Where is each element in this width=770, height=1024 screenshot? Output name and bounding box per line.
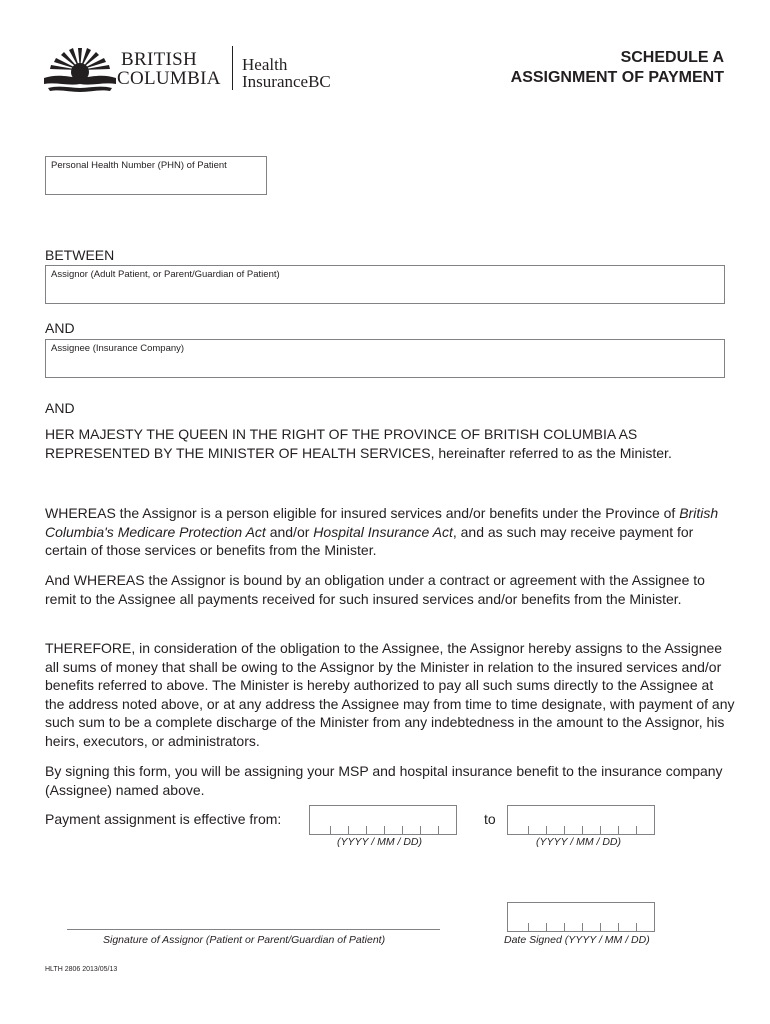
signing-notice-paragraph: By signing this form, you will be assigning your MSP and hospital insurance benefit to the insurance company (Assignee) named above. — [45, 763, 723, 798]
therefore-paragraph: THEREFORE, in consideration of the obligation to the Assignee, the Assignor hereby assigns to the Assignee all sums of money that shall be owing to the Assignor by the Minister in relation to the insured services and/or benefits referred to above. The Minister is hereby authorized to pay all such sums directly to the Assignee at the address noted above, or at any address the Assignee may from time to time designate, with payment of any such sum to be a complete discharge of the Minister from any indebtedness in the amount to the Assignor, his heirs, executors, or administrators. — [45, 640, 735, 749]
minister-party — [45, 425, 735, 462]
title-line-1: SCHEDULE A — [620, 49, 724, 66]
brand-health: Health — [242, 55, 288, 74]
whereas-paragraph-2: And WHEREAS the Assignor is bound by an obligation under a contract or agreement with the Assignee to remit to the Assignee all payments received for such insured services and/or benefits from the Minister. — [45, 572, 705, 607]
effective-to-label: to — [484, 811, 496, 827]
page-title — [511, 48, 724, 88]
effective-from-caption: (YYYY / MM / DD) — [337, 836, 422, 848]
phn-label: Personal Health Number (PHN) of Patient — [51, 160, 227, 171]
date-signed-caption: Date Signed (YYYY / MM / DD) — [504, 934, 650, 946]
signature-caption: Signature of Assignor (Patient or Parent/Guardian of Patient) — [103, 934, 386, 946]
and-heading-2: AND — [45, 400, 75, 416]
effective-from-date-field[interactable] — [309, 805, 457, 835]
brand-insurancebc: InsuranceBC — [242, 72, 331, 91]
rising-sun-icon — [42, 42, 118, 96]
effective-to-caption: (YYYY / MM / DD) — [536, 836, 621, 848]
phn-field[interactable] — [45, 156, 267, 195]
form-id: HLTH 2806 2013/05/13 — [45, 966, 118, 973]
assignee-field[interactable] — [45, 339, 725, 378]
assignor-field[interactable] — [45, 265, 725, 304]
signature-line[interactable] — [67, 929, 440, 930]
logo-text-columbia: COLUMBIA — [117, 68, 221, 89]
between-heading: BETWEEN — [45, 247, 115, 263]
assignor-label: Assignor (Adult Patient, or Parent/Guardian of Patient) — [51, 269, 280, 280]
effective-to-date-field[interactable] — [507, 805, 655, 835]
assignee-label: Assignee (Insurance Company) — [51, 343, 185, 354]
title-line-2: ASSIGNMENT OF PAYMENT — [510, 69, 724, 86]
and-heading-1: AND — [45, 320, 75, 336]
date-signed-field[interactable] — [507, 902, 655, 932]
logo-text-british: BRITISH — [121, 49, 197, 70]
minister-party-line-2: REPRESENTED BY THE MINISTER OF HEALTH SERVICES, hereinafter referred to as the Minister. — [45, 444, 672, 461]
logo-divider — [232, 46, 233, 90]
minister-party-line-1: HER MAJESTY THE QUEEN IN THE RIGHT OF THE PROVINCE OF BRITISH COLUMBIA AS — [45, 426, 638, 442]
effective-from-label: Payment assignment is effective from: — [45, 811, 282, 827]
whereas-paragraph-1: WHEREAS the Assignor is a person eligible for insured services and/or benefits under the Province of British Columbia's Medicare Protection Act and/or Hospital Insurance Act, and as such may receive payment for certain of those services or benefits from the Minister. — [45, 505, 719, 559]
